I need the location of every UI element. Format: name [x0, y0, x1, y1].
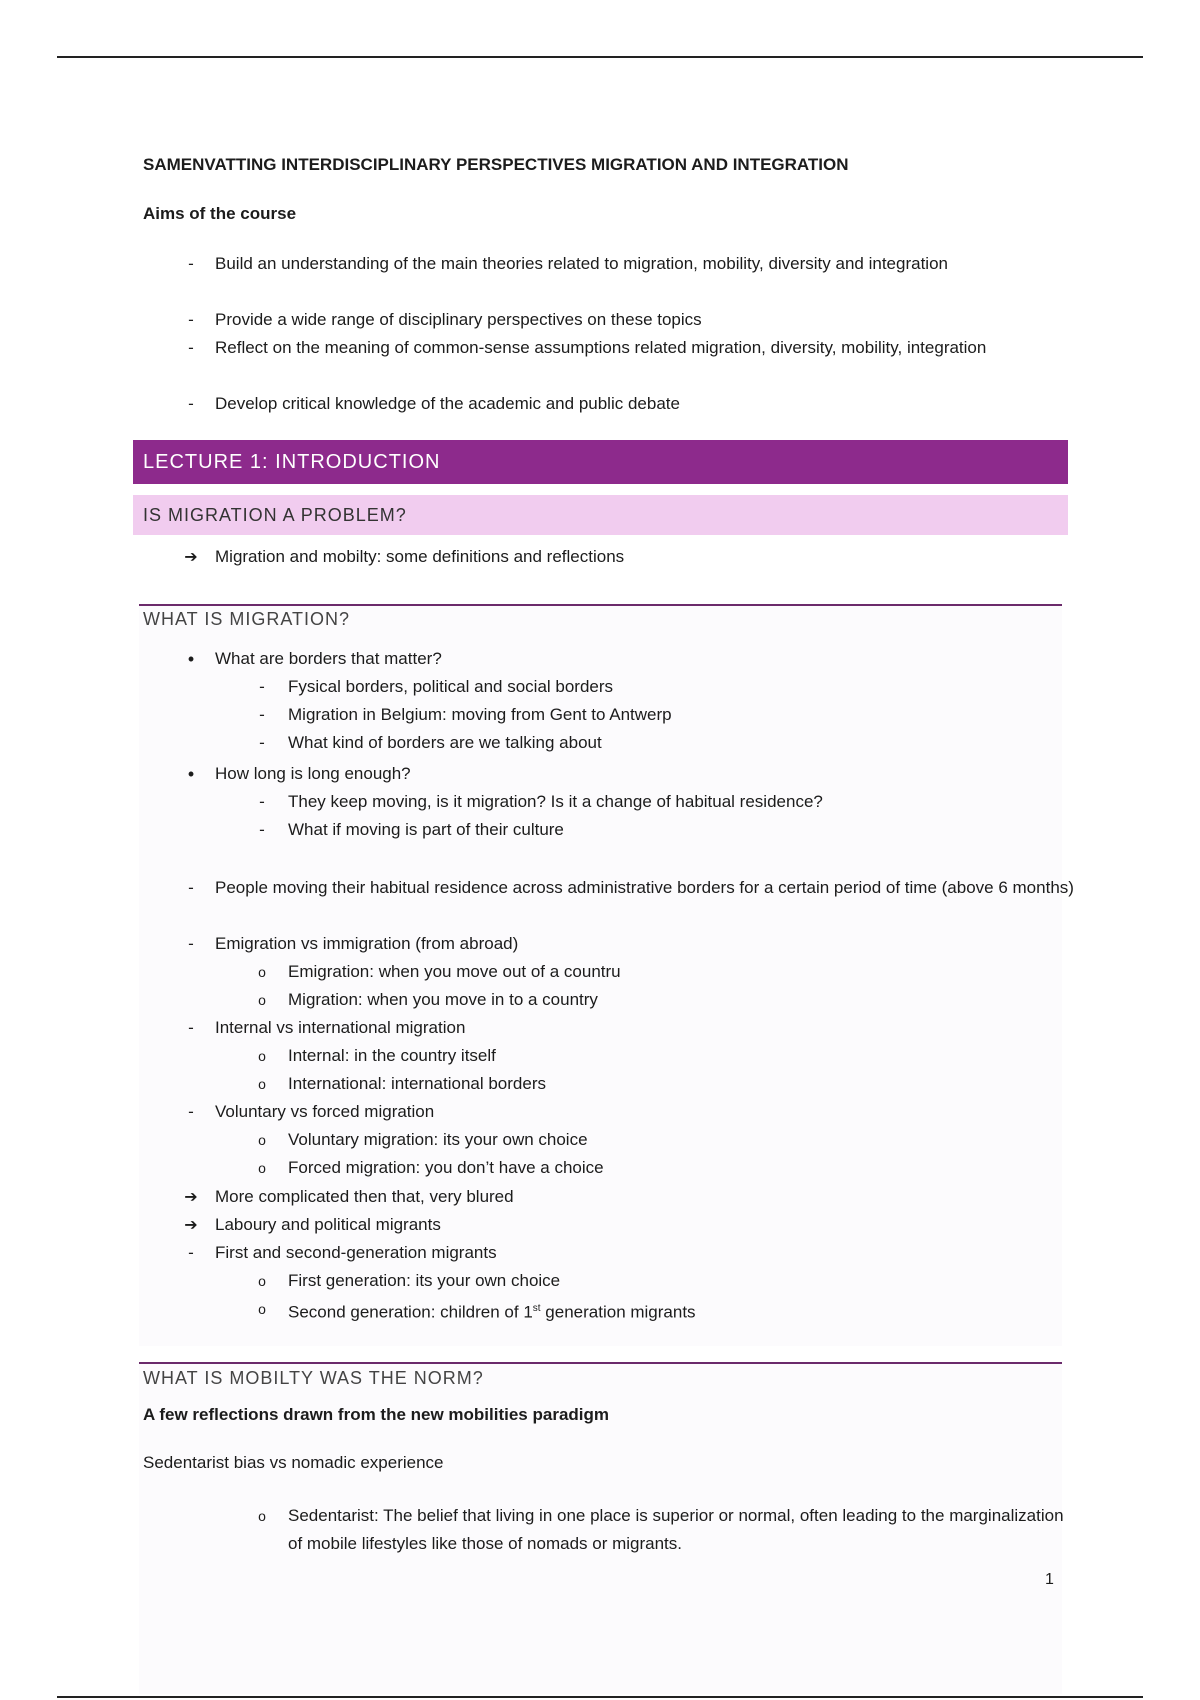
list-item: o Emigration: when you move out of a countru — [288, 958, 1078, 986]
list-item: - They keep moving, is it migration? Is it a change of habitual residence? — [288, 788, 1078, 816]
circle-marker — [252, 1295, 272, 1323]
circle-marker — [252, 1070, 272, 1098]
mobility-line: Sedentarist bias vs nomadic experience — [143, 1453, 444, 1472]
list-item: ➔ Laboury and political migrants — [215, 1211, 1075, 1239]
dash-marker — [181, 1014, 201, 1042]
list-item: o First generation: its your own choice — [288, 1267, 1078, 1295]
list-item: - Fysical borders, political and social borders — [288, 673, 1078, 701]
circle-marker — [252, 1042, 272, 1070]
arrow-icon — [181, 1183, 201, 1212]
list-item: o International: international borders — [288, 1070, 1078, 1098]
arrow-icon — [181, 1211, 201, 1240]
circle-marker — [252, 1502, 272, 1530]
aims-heading: Aims of the course — [143, 204, 297, 223]
list-item: - People moving their habitual residence across administrative borders for a certain period of time (above 6 months) — [215, 874, 1075, 902]
section-rule — [139, 604, 1062, 606]
dash-marker — [252, 816, 272, 844]
circle-marker — [252, 1126, 272, 1154]
dash-marker — [252, 701, 272, 729]
list-item: - First and second-generation migrants — [215, 1239, 1075, 1267]
dash-marker — [252, 788, 272, 816]
dash-marker — [181, 930, 201, 958]
circle-marker — [252, 1154, 272, 1182]
dash-marker — [181, 306, 201, 334]
section-rule — [139, 1362, 1062, 1364]
list-item: - Voluntary vs forced migration — [215, 1098, 1075, 1126]
intro-arrow-item: ➔ Migration and mobilty: some definitions and reflections — [215, 543, 1075, 571]
mobility-subheading: A few reflections drawn from the new mobilities paradigm — [143, 1405, 610, 1424]
circle-marker — [252, 1267, 272, 1295]
list-item: - What kind of borders are we talking about — [288, 729, 1078, 757]
dash-marker — [181, 1239, 201, 1267]
list-item: o Forced migration: you don’t have a choice — [288, 1154, 1078, 1182]
list-item: - Internal vs international migration — [215, 1014, 1075, 1042]
list-item: o Migration: when you move in to a country — [288, 986, 1078, 1014]
page-number: 1 — [1045, 1571, 1054, 1588]
bullet-marker — [181, 645, 201, 674]
section-heading-mobility: WHAT IS MOBILTY WAS THE NORM? — [143, 1368, 484, 1388]
list-item: - Migration in Belgium: moving from Gent to Antwerp — [288, 701, 1078, 729]
bottom-rule — [57, 1696, 1143, 1698]
list-item: - What if moving is part of their culture — [288, 816, 1078, 844]
list-item: - Emigration vs immigration (from abroad) — [215, 930, 1075, 958]
dash-marker — [181, 390, 201, 418]
arrow-icon — [181, 543, 201, 572]
dash-marker — [181, 334, 201, 362]
list-item: ➔ More complicated then that, very blured — [215, 1183, 1075, 1211]
dash-marker — [181, 250, 201, 278]
circle-marker — [252, 958, 272, 986]
list-item: • How long is long enough? — [215, 760, 1075, 788]
circle-marker — [252, 986, 272, 1014]
dash-marker — [252, 673, 272, 701]
list-item: o Sedentarist: The belief that living in one place is superior or normal, often leading to the marginalization of mobile lifestyles like those of nomads or migrants. — [288, 1502, 1068, 1558]
list-item: o Second generation: children of 1st generation migrants — [288, 1295, 1078, 1327]
lecture-banner: LECTURE 1: INTRODUCTION — [133, 440, 1068, 484]
aims-item: - Reflect on the meaning of common-sense assumptions related migration, diversity, mobility, integration — [215, 334, 1075, 362]
section-heading-migration: WHAT IS MIGRATION? — [143, 609, 351, 629]
dash-marker — [181, 874, 201, 902]
aims-item: - Develop critical knowledge of the academic and public debate — [215, 390, 1075, 418]
top-rule — [57, 56, 1143, 58]
list-item: o Voluntary migration: its your own choice — [288, 1126, 1078, 1154]
list-item: o Internal: in the country itself — [288, 1042, 1078, 1070]
aims-item: - Build an understanding of the main theories related to migration, mobility, diversity and integration — [215, 250, 1075, 278]
bullet-marker — [181, 760, 201, 789]
aims-item: - Provide a wide range of disciplinary perspectives on these topics — [215, 306, 1075, 334]
sub-banner: IS MIGRATION A PROBLEM? — [133, 495, 1068, 535]
dash-marker — [181, 1098, 201, 1126]
page-title: SAMENVATTING INTERDISCIPLINARY PERSPECTIVES MIGRATION AND INTEGRATION — [143, 155, 849, 174]
list-item: • What are borders that matter? — [215, 645, 1075, 673]
dash-marker — [252, 729, 272, 757]
